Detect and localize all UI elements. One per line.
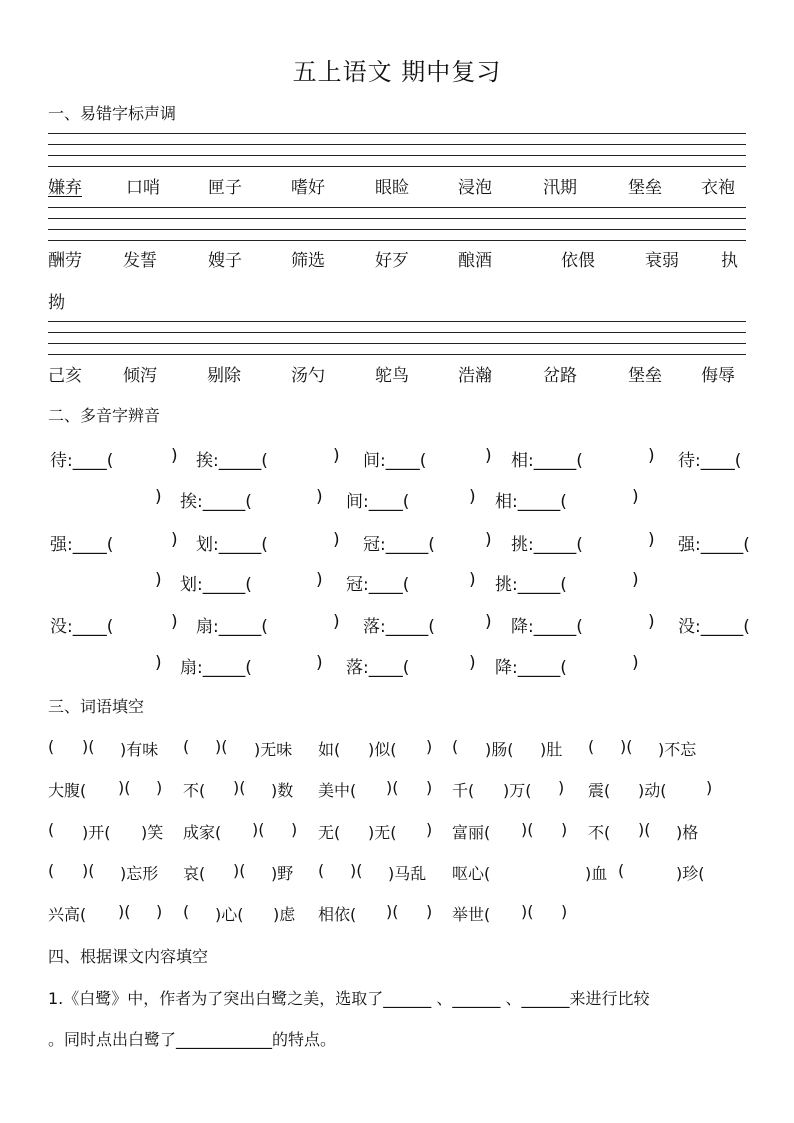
word-item: 岔路 — [543, 366, 577, 386]
word-item: 鸵鸟 — [375, 366, 409, 386]
duoyin-close: ) — [485, 530, 492, 550]
fill-row-1 — [48, 737, 748, 761]
fill-seg: )虑 — [273, 905, 296, 924]
fill-seg: )肠( — [485, 740, 514, 759]
fill-seg: ) — [156, 778, 163, 797]
duoyin-row-6 — [48, 653, 748, 677]
duoyin-item: 划:_____( — [196, 535, 268, 555]
fill-seg: ( — [318, 861, 325, 880]
fill-seg: ) — [426, 778, 433, 797]
duoyin-item: 挑:_____( — [495, 575, 567, 595]
duoyin-close: ) — [155, 653, 162, 673]
duoyin-item: 相:_____( — [495, 492, 567, 512]
section-2-heading: 二、多音字辨音 — [48, 406, 161, 425]
word-item: 好歹 — [375, 251, 409, 271]
fill-seg: ( — [183, 902, 190, 921]
fill-seg: )心( — [215, 905, 244, 924]
fill-seg: )( — [350, 861, 363, 880]
word-item: 己亥 — [48, 366, 82, 386]
word-item: 浩瀚 — [458, 366, 492, 386]
fill-seg: ) — [706, 778, 713, 797]
fill-seg: ) — [426, 737, 433, 756]
question-1-line-1: 1.《白鹭》中，作者为了突出白鹭之美，选取了______ 、______ 、______来进行比较 — [48, 989, 650, 1008]
fill-seg: 不( — [183, 781, 206, 800]
fill-seg: )( — [215, 737, 228, 756]
fill-seg: )忘形 — [120, 864, 159, 883]
fill-seg: )开( — [82, 823, 111, 842]
word-item: 酿酒 — [458, 251, 492, 271]
fill-seg: )( — [521, 902, 534, 921]
fill-row-5 — [48, 902, 748, 926]
duoyin-item: 待:____( — [50, 451, 114, 471]
word-item: 依偎 — [561, 251, 595, 271]
fill-seg: ) — [561, 902, 568, 921]
section-4-heading: 四、根据课文内容填空 — [48, 947, 209, 966]
word-item: 眼睑 — [375, 178, 409, 198]
fill-seg: )( — [252, 820, 265, 839]
duoyin-close: ) — [485, 446, 492, 466]
fill-seg: )肚 — [540, 740, 563, 759]
duoyin-item: 扇:_____( — [196, 617, 268, 637]
page-title: 五上语文 期中复习 — [292, 58, 502, 86]
word-item: 嫌弃 — [48, 178, 82, 198]
word-item: 衰弱 — [645, 251, 679, 271]
word-item: 倾泻 — [123, 366, 157, 386]
word-item: 堡垒 — [628, 178, 662, 198]
word-item: 嗜好 — [291, 178, 325, 198]
word-item: 浸泡 — [458, 178, 492, 198]
fill-seg: )有味 — [120, 740, 159, 759]
duoyin-close: ) — [155, 570, 162, 590]
fill-seg: )无味 — [254, 740, 293, 759]
duoyin-close: ) — [632, 487, 639, 507]
fill-seg: )( — [82, 737, 95, 756]
duoyin-row-2 — [48, 487, 748, 511]
fill-seg: ( — [588, 737, 595, 756]
word-item: 汛期 — [543, 178, 577, 198]
fill-seg: ) — [156, 902, 163, 921]
duoyin-close: ) — [155, 487, 162, 507]
fill-seg: )似( — [368, 740, 397, 759]
fill-seg: 兴高( — [48, 905, 87, 924]
fill-seg: )( — [521, 820, 534, 839]
duoyin-item: 挨:_____( — [196, 451, 268, 471]
fill-seg: ( — [183, 737, 190, 756]
fill-seg: )万( — [503, 781, 532, 800]
duoyin-item: 强:____( — [50, 535, 114, 555]
duoyin-close: ) — [648, 530, 655, 550]
duoyin-close: ) — [469, 653, 476, 673]
fill-seg: 相依( — [318, 905, 357, 924]
fill-seg: )动( — [638, 781, 667, 800]
word-item: 汤勺 — [291, 366, 325, 386]
word-row-2 — [48, 246, 748, 274]
fill-row-4 — [48, 861, 748, 885]
word-item: 侮辱 — [701, 366, 735, 386]
fill-seg: )( — [82, 861, 95, 880]
fill-seg: )( — [118, 778, 131, 797]
duoyin-item: 间:____( — [346, 492, 410, 512]
duoyin-item: 相:_____( — [511, 451, 583, 471]
duoyin-item: 落:____( — [346, 658, 410, 678]
fill-row-2 — [48, 778, 748, 802]
duoyin-close: ) — [648, 612, 655, 632]
word-item: 嫂子 — [208, 251, 242, 271]
fill-seg: 无( — [318, 823, 341, 842]
fill-seg: )( — [638, 820, 651, 839]
fill-seg: 呕心( — [452, 864, 491, 883]
duoyin-item: 扇:_____( — [180, 658, 252, 678]
fill-seg: )马乱 — [388, 864, 427, 883]
duoyin-close: ) — [469, 487, 476, 507]
fill-seg: ( — [452, 737, 459, 756]
fill-seg: )( — [233, 861, 246, 880]
duoyin-item: 降:_____( — [511, 617, 583, 637]
fill-seg: ( — [618, 861, 625, 880]
duoyin-close: ) — [316, 487, 323, 507]
section-3-heading: 三、词语填空 — [48, 697, 145, 716]
fill-seg: 不( — [588, 823, 611, 842]
fill-seg: ) — [558, 778, 565, 797]
duoyin-item: 挑:_____( — [511, 535, 583, 555]
fill-seg: ( — [48, 820, 55, 839]
fill-seg: )( — [118, 902, 131, 921]
word-item: 筛选 — [291, 251, 325, 271]
word-item: 衣袍 — [701, 178, 735, 198]
duoyin-item: 没:_____( — [678, 617, 750, 637]
fill-seg: )( — [233, 778, 246, 797]
word-item: 发誓 — [123, 251, 157, 271]
duoyin-row-5 — [48, 612, 748, 636]
fill-seg: )( — [386, 778, 399, 797]
word-item: 剔除 — [207, 366, 241, 386]
duoyin-close: ) — [171, 446, 178, 466]
fill-seg: 如( — [318, 740, 341, 759]
fill-seg: )珍( — [676, 864, 705, 883]
word-row-1 — [48, 173, 748, 201]
duoyin-item: 冠:____( — [346, 575, 410, 595]
fill-seg: ( — [48, 861, 55, 880]
fill-seg: )数 — [271, 781, 294, 800]
fill-seg: 成家( — [183, 823, 222, 842]
duoyin-row-3 — [48, 530, 748, 554]
duoyin-row-1 — [48, 446, 748, 470]
duoyin-close: ) — [632, 653, 639, 673]
duoyin-item: 划:_____( — [180, 575, 252, 595]
fill-seg: 富丽( — [452, 823, 491, 842]
fill-seg: 举世( — [452, 905, 491, 924]
word-item: 酬劳 — [48, 251, 82, 271]
duoyin-close: ) — [333, 446, 340, 466]
fill-seg: ) — [426, 820, 433, 839]
word-item-continued: 拗 — [48, 293, 65, 313]
fill-seg: 震( — [588, 781, 611, 800]
fill-seg: )血 — [585, 864, 608, 883]
duoyin-close: ) — [333, 530, 340, 550]
fill-seg: )不忘 — [658, 740, 697, 759]
word-item: 口哨 — [126, 178, 160, 198]
fill-seg: ( — [48, 737, 55, 756]
duoyin-close: ) — [469, 570, 476, 590]
duoyin-item: 待:____( — [678, 451, 742, 471]
duoyin-close: ) — [171, 530, 178, 550]
fill-seg: ) — [291, 820, 298, 839]
duoyin-close: ) — [632, 570, 639, 590]
duoyin-close: ) — [333, 612, 340, 632]
duoyin-close: ) — [316, 653, 323, 673]
duoyin-close: ) — [171, 612, 178, 632]
question-1-line-2: 。同时点出白鹭了____________的特点。 — [48, 1030, 337, 1049]
word-row-3 — [48, 361, 748, 389]
fill-seg: )野 — [271, 864, 294, 883]
fill-seg: ) — [561, 820, 568, 839]
duoyin-item: 落:_____( — [363, 617, 435, 637]
fill-seg: )笑 — [141, 823, 164, 842]
duoyin-item: 没:____( — [50, 617, 114, 637]
fill-seg: )( — [386, 902, 399, 921]
word-item: 堡垒 — [628, 366, 662, 386]
duoyin-item: 强:_____( — [678, 535, 750, 555]
fill-seg: )无( — [368, 823, 397, 842]
fill-seg: )格 — [676, 823, 699, 842]
duoyin-close: ) — [648, 446, 655, 466]
fill-seg: 大腹( — [48, 781, 87, 800]
duoyin-item: 降:_____( — [495, 658, 567, 678]
section-1-heading: 一、易错字标声调 — [48, 104, 177, 123]
duoyin-close: ) — [485, 612, 492, 632]
duoyin-row-4 — [48, 570, 748, 594]
fill-seg: 美中( — [318, 781, 357, 800]
word-item: 匣子 — [208, 178, 242, 198]
duoyin-item: 挨:_____( — [180, 492, 252, 512]
fill-seg: 哀( — [183, 864, 206, 883]
word-item: 执 — [721, 251, 738, 271]
fill-seg: )( — [620, 737, 633, 756]
fill-row-3 — [48, 820, 748, 844]
duoyin-item: 冠:_____( — [363, 535, 435, 555]
fill-seg: ) — [426, 902, 433, 921]
duoyin-close: ) — [316, 570, 323, 590]
fill-seg: 千( — [452, 781, 475, 800]
duoyin-item: 间:____( — [363, 451, 427, 471]
